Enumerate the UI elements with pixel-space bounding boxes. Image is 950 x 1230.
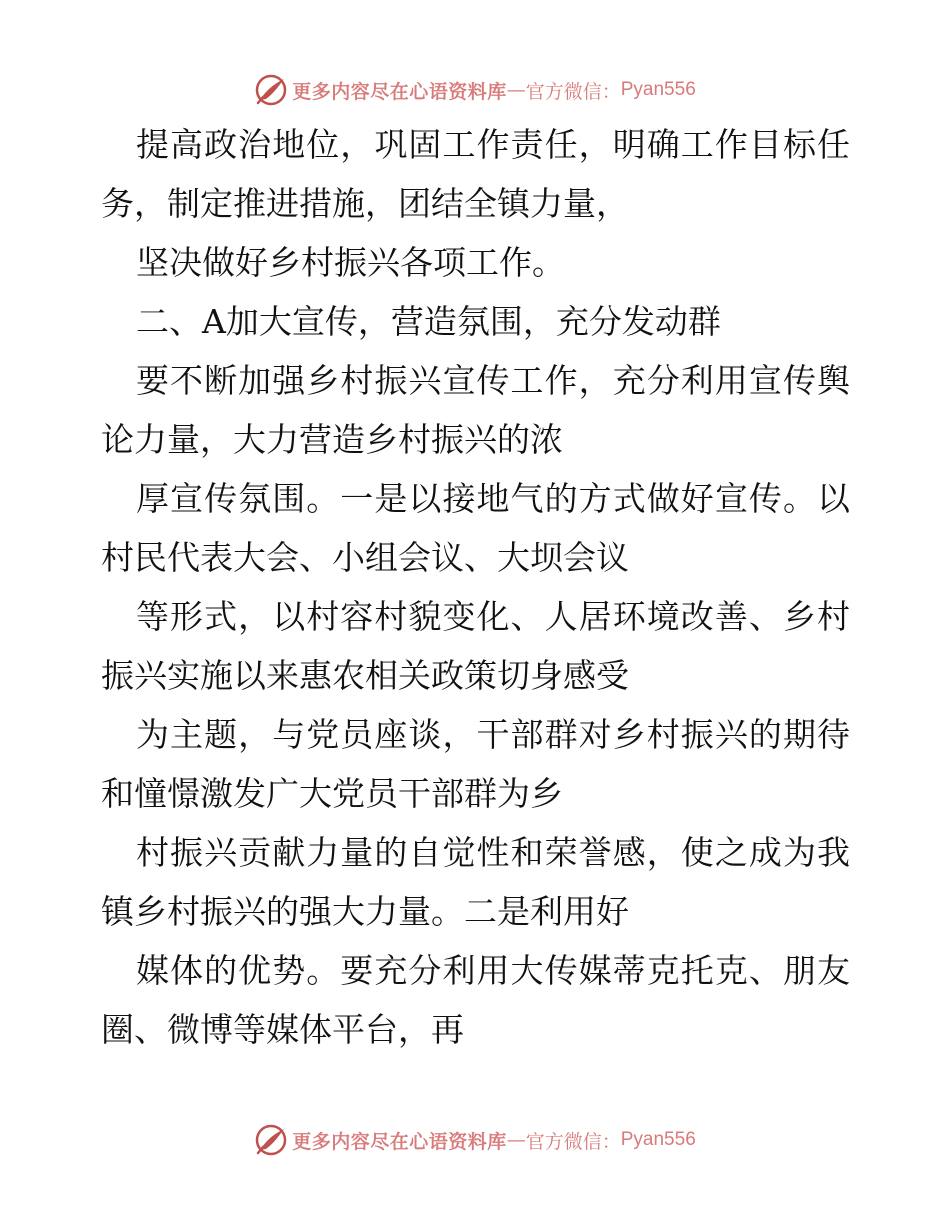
text-line: 媒体的优势。要充分利用大传媒蒂克托克、朋友 — [136, 951, 850, 990]
feather-logo-icon — [254, 73, 288, 107]
text-line: 坚决做好乡村振兴各项工作。 — [136, 243, 565, 282]
watermark-label: 官方微信： — [525, 80, 621, 103]
text-line: 振兴实施以来惠农相关政策切身感受 — [101, 656, 629, 695]
header-watermark — [0, 70, 950, 110]
watermark-separator: — — [506, 79, 526, 101]
text-line: 二、A加大宣传，营造氛围，充分发动群 — [136, 302, 721, 341]
text-line: 镇乡村振兴的强大力量。二是利用好 — [101, 892, 629, 931]
text-line: 提高政治地位，巩固工作责任，明确工作目标任 — [136, 125, 850, 164]
text-line: 厚宣传氛围。一是以接地气的方式做好宣传。以 — [136, 479, 850, 518]
watermark-id: Pyan556 — [620, 1129, 696, 1150]
feather-logo-icon — [254, 1123, 288, 1157]
watermark-text: 更多内容尽在心语资料库 — [292, 1130, 507, 1153]
watermark-id: Pyan556 — [620, 79, 696, 100]
text-line: 等形式，以村容村貌变化、人居环境改善、乡村 — [136, 597, 850, 636]
watermark-text: 更多内容尽在心语资料库 — [292, 80, 507, 103]
text-line: 和憧憬激发广大党员干部群为乡 — [101, 774, 563, 813]
watermark-separator: — — [506, 1129, 526, 1151]
text-line: 要不断加强乡村振兴宣传工作，充分利用宣传舆 — [136, 361, 850, 400]
text-line: 圈、微博等媒体平台，再 — [101, 1010, 464, 1049]
watermark-label: 官方微信： — [525, 1130, 621, 1153]
text-line: 村民代表大会、小组会议、大坝会议 — [101, 538, 629, 577]
footer-watermark — [0, 1120, 950, 1160]
text-line: 为主题，与党员座谈，干部群对乡村振兴的期待 — [136, 715, 850, 754]
text-line: 村振兴贡献力量的自觉性和荣誉感，使之成为我 — [136, 833, 850, 872]
text-line: 务，制定推进措施，团结全镇力量， — [101, 184, 629, 223]
text-line: 论力量，大力营造乡村振兴的浓 — [101, 420, 563, 459]
